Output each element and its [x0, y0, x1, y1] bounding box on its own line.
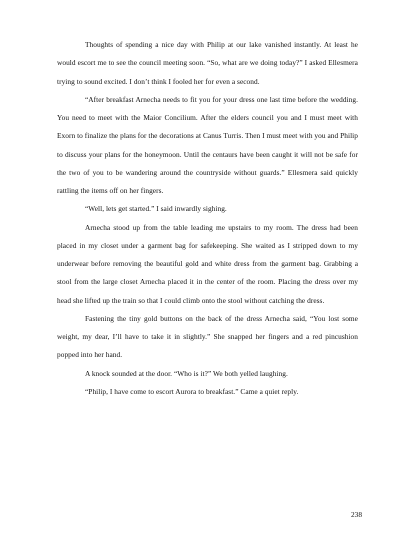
paragraph: Fastening the tiny gold buttons on the back of the dress Arnecha said, “You lost some weight, my dear, I’ll have to take it in slightly.” She snapped her fingers and a red pincushion popped into her hand.	[57, 313, 358, 360]
page-number: 238	[350, 510, 362, 519]
paragraph: Arnecha stood up from the table leading me upstairs to my room. The dress had been placed in my closet under a garment bag for safekeeping. She waited as I stripped down to my underwear before removing the beautiful gold and white dress from the garment bag. Grabbing a stool from the large closet Arnecha placed it in the center of the room. Placing the dress over my head she lifted up the train so that I could climb onto the stool without catching the dress.	[57, 222, 358, 305]
paragraph: “Well, lets get started.” I said inwardly sighing.	[85, 204, 227, 214]
body-text	[57, 36, 358, 401]
paragraph: “After breakfast Arnecha needs to fit you for your dress one last time before the wedding. You need to meet with the Maior Concilium. After the elders council you and I must meet with Exorn to finalize the plans for the decorations at Canus Turris. Then I must meet with you and Philip to discuss your plans for the honeymoon. Until the centaurs have been caught it will not be safe for the two of you to be wandering around the countryside without guards.” Ellesmera said quickly rattling the items off on her fingers.	[57, 94, 358, 195]
paragraph: “Philip, I have come to escort Aurora to breakfast.” Came a quiet reply.	[85, 386, 299, 396]
paragraph: A knock sounded at the door. “Who is it?” We both yelled laughing.	[85, 368, 288, 378]
paragraph: Thoughts of spending a nice day with Philip at our lake vanished instantly. At least he would escort me to see the council meeting soon. “So, what are we doing today?” I asked Ellesmera trying to sound excited. I don’t think I fooled her for even a second.	[57, 40, 358, 86]
